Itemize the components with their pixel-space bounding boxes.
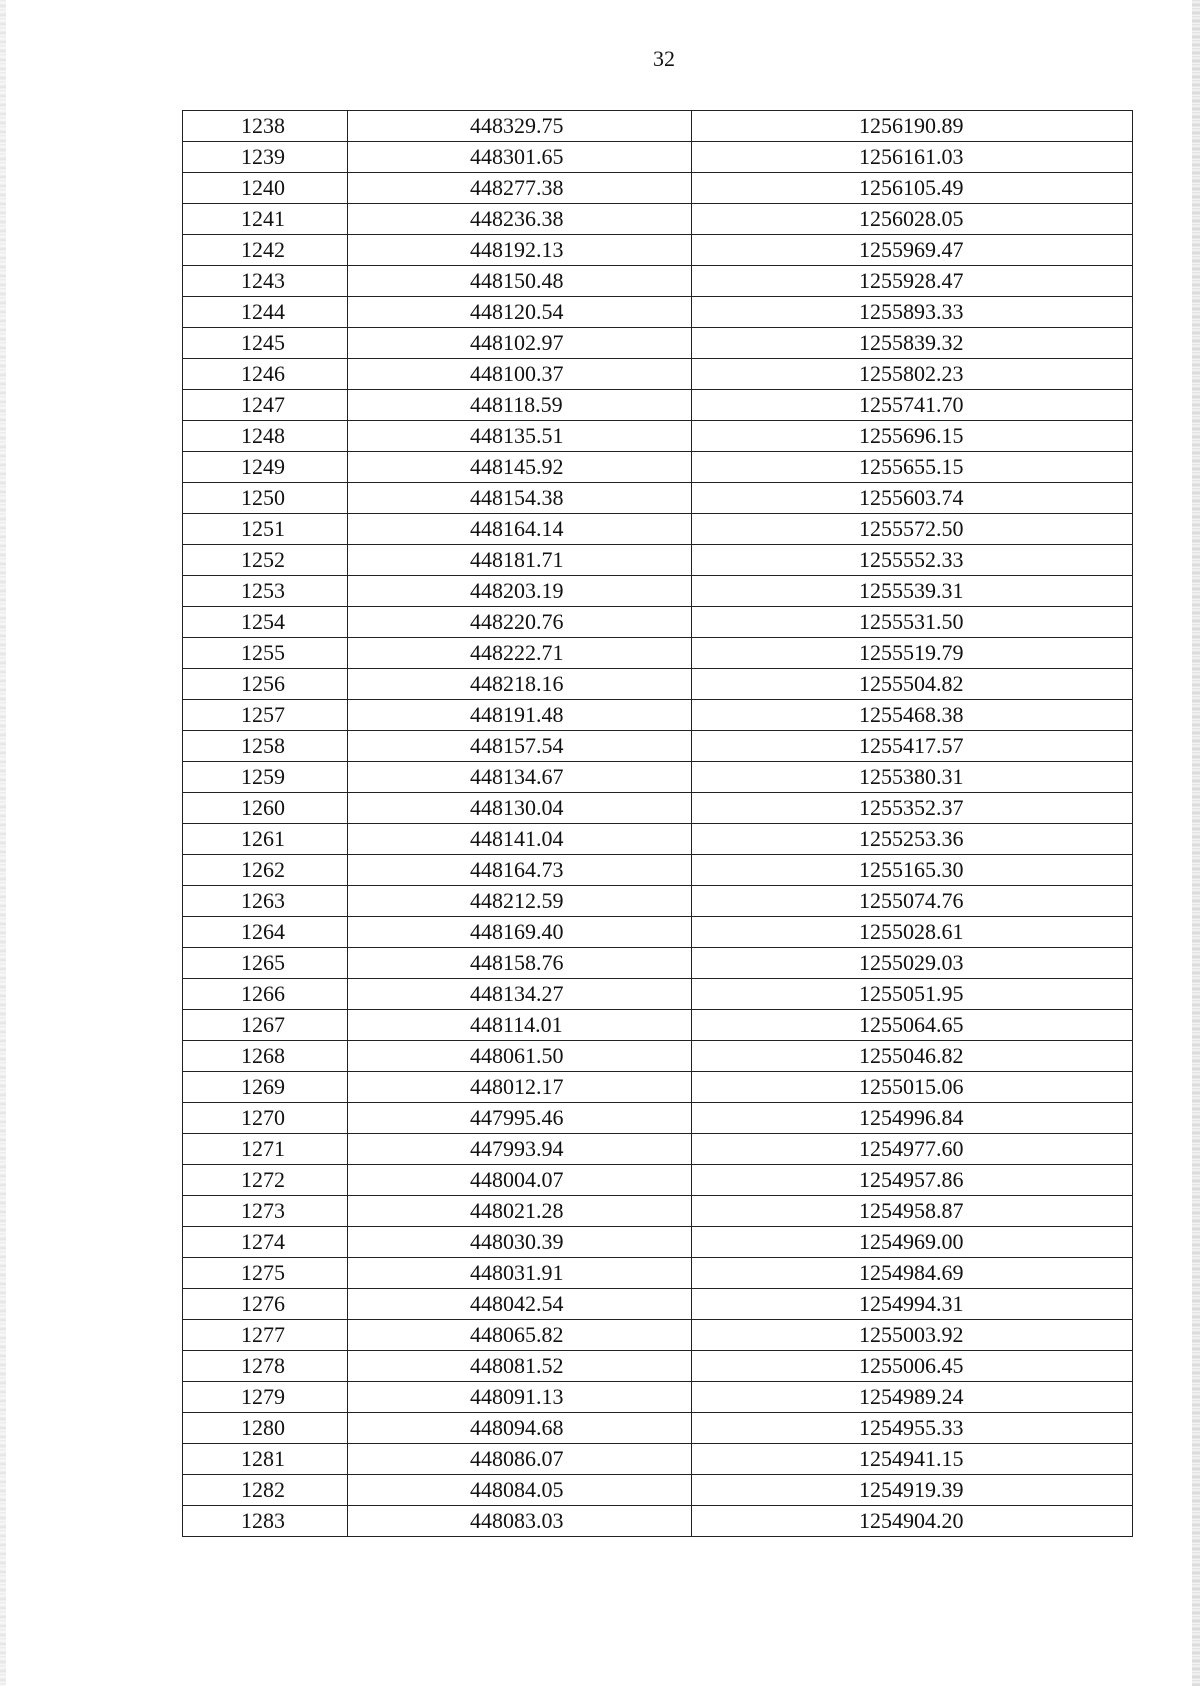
table-row bbox=[183, 793, 1133, 824]
point-number-cell: 1239 bbox=[183, 142, 348, 173]
table-row bbox=[183, 328, 1133, 359]
x-coordinate-cell: 447995.46 bbox=[348, 1103, 692, 1134]
table-row bbox=[183, 1382, 1133, 1413]
y-coordinate-cell: 1255539.31 bbox=[692, 576, 1133, 607]
y-coordinate-cell: 1255969.47 bbox=[692, 235, 1133, 266]
point-number-cell: 1263 bbox=[183, 886, 348, 917]
y-coordinate-cell: 1256161.03 bbox=[692, 142, 1133, 173]
x-coordinate-cell: 448164.73 bbox=[348, 855, 692, 886]
point-number-cell: 1277 bbox=[183, 1320, 348, 1351]
table-row bbox=[183, 638, 1133, 669]
point-number-cell: 1258 bbox=[183, 731, 348, 762]
x-coordinate-cell: 448192.13 bbox=[348, 235, 692, 266]
point-number-cell: 1273 bbox=[183, 1196, 348, 1227]
point-number-cell: 1257 bbox=[183, 700, 348, 731]
point-number-cell: 1259 bbox=[183, 762, 348, 793]
x-coordinate-cell: 448118.59 bbox=[348, 390, 692, 421]
table-row bbox=[183, 917, 1133, 948]
y-coordinate-cell: 1255165.30 bbox=[692, 855, 1133, 886]
x-coordinate-cell: 448169.40 bbox=[348, 917, 692, 948]
point-number-cell: 1272 bbox=[183, 1165, 348, 1196]
y-coordinate-cell: 1255519.79 bbox=[692, 638, 1133, 669]
table-row bbox=[183, 390, 1133, 421]
y-coordinate-cell: 1254904.20 bbox=[692, 1506, 1133, 1537]
table-row bbox=[183, 1134, 1133, 1165]
x-coordinate-cell: 448218.16 bbox=[348, 669, 692, 700]
x-coordinate-cell: 448030.39 bbox=[348, 1227, 692, 1258]
table-row bbox=[183, 1010, 1133, 1041]
y-coordinate-cell: 1255552.33 bbox=[692, 545, 1133, 576]
y-coordinate-cell: 1256105.49 bbox=[692, 173, 1133, 204]
y-coordinate-cell: 1255046.82 bbox=[692, 1041, 1133, 1072]
table-row bbox=[183, 1413, 1133, 1444]
x-coordinate-cell: 448012.17 bbox=[348, 1072, 692, 1103]
x-coordinate-cell: 448154.38 bbox=[348, 483, 692, 514]
point-number-cell: 1262 bbox=[183, 855, 348, 886]
y-coordinate-cell: 1255253.36 bbox=[692, 824, 1133, 855]
table-row bbox=[183, 700, 1133, 731]
table-row bbox=[183, 1103, 1133, 1134]
table-row bbox=[183, 452, 1133, 483]
table-row bbox=[183, 607, 1133, 638]
point-number-cell: 1251 bbox=[183, 514, 348, 545]
point-number-cell: 1276 bbox=[183, 1289, 348, 1320]
point-number-cell: 1278 bbox=[183, 1351, 348, 1382]
table-row bbox=[183, 886, 1133, 917]
x-coordinate-cell: 448203.19 bbox=[348, 576, 692, 607]
point-number-cell: 1265 bbox=[183, 948, 348, 979]
table-row bbox=[183, 669, 1133, 700]
x-coordinate-cell: 448065.82 bbox=[348, 1320, 692, 1351]
x-coordinate-cell: 448091.13 bbox=[348, 1382, 692, 1413]
point-number-cell: 1282 bbox=[183, 1475, 348, 1506]
x-coordinate-cell: 448236.38 bbox=[348, 204, 692, 235]
y-coordinate-cell: 1255928.47 bbox=[692, 266, 1133, 297]
y-coordinate-cell: 1256028.05 bbox=[692, 204, 1133, 235]
point-number-cell: 1247 bbox=[183, 390, 348, 421]
page-number: 32 bbox=[653, 46, 675, 71]
x-coordinate-cell: 448134.27 bbox=[348, 979, 692, 1010]
y-coordinate-cell: 1254958.87 bbox=[692, 1196, 1133, 1227]
x-coordinate-cell: 448120.54 bbox=[348, 297, 692, 328]
x-coordinate-cell: 448150.48 bbox=[348, 266, 692, 297]
y-coordinate-cell: 1256190.89 bbox=[692, 111, 1133, 142]
table-row bbox=[183, 1196, 1133, 1227]
table-row bbox=[183, 359, 1133, 390]
table-row bbox=[183, 855, 1133, 886]
x-coordinate-cell: 448004.07 bbox=[348, 1165, 692, 1196]
y-coordinate-cell: 1255741.70 bbox=[692, 390, 1133, 421]
y-coordinate-cell: 1254919.39 bbox=[692, 1475, 1133, 1506]
y-coordinate-cell: 1254996.84 bbox=[692, 1103, 1133, 1134]
table-row bbox=[183, 948, 1133, 979]
table-row bbox=[183, 235, 1133, 266]
y-coordinate-cell: 1255051.95 bbox=[692, 979, 1133, 1010]
y-coordinate-cell: 1255531.50 bbox=[692, 607, 1133, 638]
y-coordinate-cell: 1255655.15 bbox=[692, 452, 1133, 483]
table-row bbox=[183, 1258, 1133, 1289]
point-number-cell: 1242 bbox=[183, 235, 348, 266]
y-coordinate-cell: 1255028.61 bbox=[692, 917, 1133, 948]
y-coordinate-cell: 1254984.69 bbox=[692, 1258, 1133, 1289]
y-coordinate-cell: 1255802.23 bbox=[692, 359, 1133, 390]
x-coordinate-cell: 447993.94 bbox=[348, 1134, 692, 1165]
point-number-cell: 1245 bbox=[183, 328, 348, 359]
point-number-cell: 1252 bbox=[183, 545, 348, 576]
y-coordinate-cell: 1254955.33 bbox=[692, 1413, 1133, 1444]
x-coordinate-cell: 448102.97 bbox=[348, 328, 692, 359]
x-coordinate-cell: 448021.28 bbox=[348, 1196, 692, 1227]
x-coordinate-cell: 448277.38 bbox=[348, 173, 692, 204]
x-coordinate-cell: 448114.01 bbox=[348, 1010, 692, 1041]
y-coordinate-cell: 1255015.06 bbox=[692, 1072, 1133, 1103]
x-coordinate-cell: 448086.07 bbox=[348, 1444, 692, 1475]
point-number-cell: 1246 bbox=[183, 359, 348, 390]
coordinates-table bbox=[182, 110, 1133, 1537]
table-row bbox=[183, 1072, 1133, 1103]
point-number-cell: 1268 bbox=[183, 1041, 348, 1072]
point-number-cell: 1269 bbox=[183, 1072, 348, 1103]
y-coordinate-cell: 1255074.76 bbox=[692, 886, 1133, 917]
scan-edge-left bbox=[0, 0, 6, 1686]
table-row bbox=[183, 731, 1133, 762]
x-coordinate-cell: 448212.59 bbox=[348, 886, 692, 917]
point-number-cell: 1253 bbox=[183, 576, 348, 607]
point-number-cell: 1249 bbox=[183, 452, 348, 483]
y-coordinate-cell: 1255352.37 bbox=[692, 793, 1133, 824]
table-row bbox=[183, 266, 1133, 297]
point-number-cell: 1244 bbox=[183, 297, 348, 328]
point-number-cell: 1279 bbox=[183, 1382, 348, 1413]
table-row bbox=[183, 204, 1133, 235]
point-number-cell: 1275 bbox=[183, 1258, 348, 1289]
y-coordinate-cell: 1255003.92 bbox=[692, 1320, 1133, 1351]
x-coordinate-cell: 448031.91 bbox=[348, 1258, 692, 1289]
point-number-cell: 1255 bbox=[183, 638, 348, 669]
table-row bbox=[183, 1320, 1133, 1351]
y-coordinate-cell: 1255029.03 bbox=[692, 948, 1133, 979]
point-number-cell: 1241 bbox=[183, 204, 348, 235]
point-number-cell: 1267 bbox=[183, 1010, 348, 1041]
y-coordinate-cell: 1255839.32 bbox=[692, 328, 1133, 359]
y-coordinate-cell: 1255380.31 bbox=[692, 762, 1133, 793]
table-row bbox=[183, 1165, 1133, 1196]
scan-edge-right bbox=[1192, 0, 1200, 1686]
point-number-cell: 1254 bbox=[183, 607, 348, 638]
table-row bbox=[183, 1351, 1133, 1382]
point-number-cell: 1274 bbox=[183, 1227, 348, 1258]
point-number-cell: 1280 bbox=[183, 1413, 348, 1444]
point-number-cell: 1281 bbox=[183, 1444, 348, 1475]
x-coordinate-cell: 448181.71 bbox=[348, 545, 692, 576]
x-coordinate-cell: 448222.71 bbox=[348, 638, 692, 669]
x-coordinate-cell: 448157.54 bbox=[348, 731, 692, 762]
point-number-cell: 1243 bbox=[183, 266, 348, 297]
point-number-cell: 1240 bbox=[183, 173, 348, 204]
y-coordinate-cell: 1255572.50 bbox=[692, 514, 1133, 545]
y-coordinate-cell: 1255064.65 bbox=[692, 1010, 1133, 1041]
table-row bbox=[183, 421, 1133, 452]
x-coordinate-cell: 448145.92 bbox=[348, 452, 692, 483]
x-coordinate-cell: 448164.14 bbox=[348, 514, 692, 545]
y-coordinate-cell: 1254994.31 bbox=[692, 1289, 1133, 1320]
y-coordinate-cell: 1255893.33 bbox=[692, 297, 1133, 328]
x-coordinate-cell: 448081.52 bbox=[348, 1351, 692, 1382]
y-coordinate-cell: 1255006.45 bbox=[692, 1351, 1133, 1382]
point-number-cell: 1261 bbox=[183, 824, 348, 855]
y-coordinate-cell: 1254977.60 bbox=[692, 1134, 1133, 1165]
point-number-cell: 1248 bbox=[183, 421, 348, 452]
point-number-cell: 1256 bbox=[183, 669, 348, 700]
point-number-cell: 1238 bbox=[183, 111, 348, 142]
coordinates-table-body bbox=[183, 111, 1133, 1537]
x-coordinate-cell: 448130.04 bbox=[348, 793, 692, 824]
table-row bbox=[183, 297, 1133, 328]
x-coordinate-cell: 448061.50 bbox=[348, 1041, 692, 1072]
point-number-cell: 1260 bbox=[183, 793, 348, 824]
x-coordinate-cell: 448134.67 bbox=[348, 762, 692, 793]
x-coordinate-cell: 448301.65 bbox=[348, 142, 692, 173]
y-coordinate-cell: 1255504.82 bbox=[692, 669, 1133, 700]
table-row bbox=[183, 1289, 1133, 1320]
y-coordinate-cell: 1255417.57 bbox=[692, 731, 1133, 762]
x-coordinate-cell: 448083.03 bbox=[348, 1506, 692, 1537]
table-row bbox=[183, 979, 1133, 1010]
table-row bbox=[183, 1041, 1133, 1072]
table-row bbox=[183, 1506, 1133, 1537]
x-coordinate-cell: 448158.76 bbox=[348, 948, 692, 979]
y-coordinate-cell: 1254957.86 bbox=[692, 1165, 1133, 1196]
table-row bbox=[183, 824, 1133, 855]
table-row bbox=[183, 514, 1133, 545]
point-number-cell: 1271 bbox=[183, 1134, 348, 1165]
x-coordinate-cell: 448141.04 bbox=[348, 824, 692, 855]
point-number-cell: 1270 bbox=[183, 1103, 348, 1134]
y-coordinate-cell: 1255696.15 bbox=[692, 421, 1133, 452]
y-coordinate-cell: 1255468.38 bbox=[692, 700, 1133, 731]
point-number-cell: 1264 bbox=[183, 917, 348, 948]
x-coordinate-cell: 448135.51 bbox=[348, 421, 692, 452]
table-row bbox=[183, 1444, 1133, 1475]
point-number-cell: 1250 bbox=[183, 483, 348, 514]
x-coordinate-cell: 448329.75 bbox=[348, 111, 692, 142]
table-row bbox=[183, 1475, 1133, 1506]
point-number-cell: 1283 bbox=[183, 1506, 348, 1537]
table-row bbox=[183, 173, 1133, 204]
x-coordinate-cell: 448220.76 bbox=[348, 607, 692, 638]
table-row bbox=[183, 111, 1133, 142]
point-number-cell: 1266 bbox=[183, 979, 348, 1010]
x-coordinate-cell: 448094.68 bbox=[348, 1413, 692, 1444]
y-coordinate-cell: 1254969.00 bbox=[692, 1227, 1133, 1258]
table-row bbox=[183, 483, 1133, 514]
y-coordinate-cell: 1254989.24 bbox=[692, 1382, 1133, 1413]
table-row bbox=[183, 142, 1133, 173]
x-coordinate-cell: 448042.54 bbox=[348, 1289, 692, 1320]
table-row bbox=[183, 1227, 1133, 1258]
x-coordinate-cell: 448084.05 bbox=[348, 1475, 692, 1506]
y-coordinate-cell: 1254941.15 bbox=[692, 1444, 1133, 1475]
x-coordinate-cell: 448100.37 bbox=[348, 359, 692, 390]
x-coordinate-cell: 448191.48 bbox=[348, 700, 692, 731]
table-row bbox=[183, 545, 1133, 576]
table-row bbox=[183, 576, 1133, 607]
y-coordinate-cell: 1255603.74 bbox=[692, 483, 1133, 514]
table-row bbox=[183, 762, 1133, 793]
